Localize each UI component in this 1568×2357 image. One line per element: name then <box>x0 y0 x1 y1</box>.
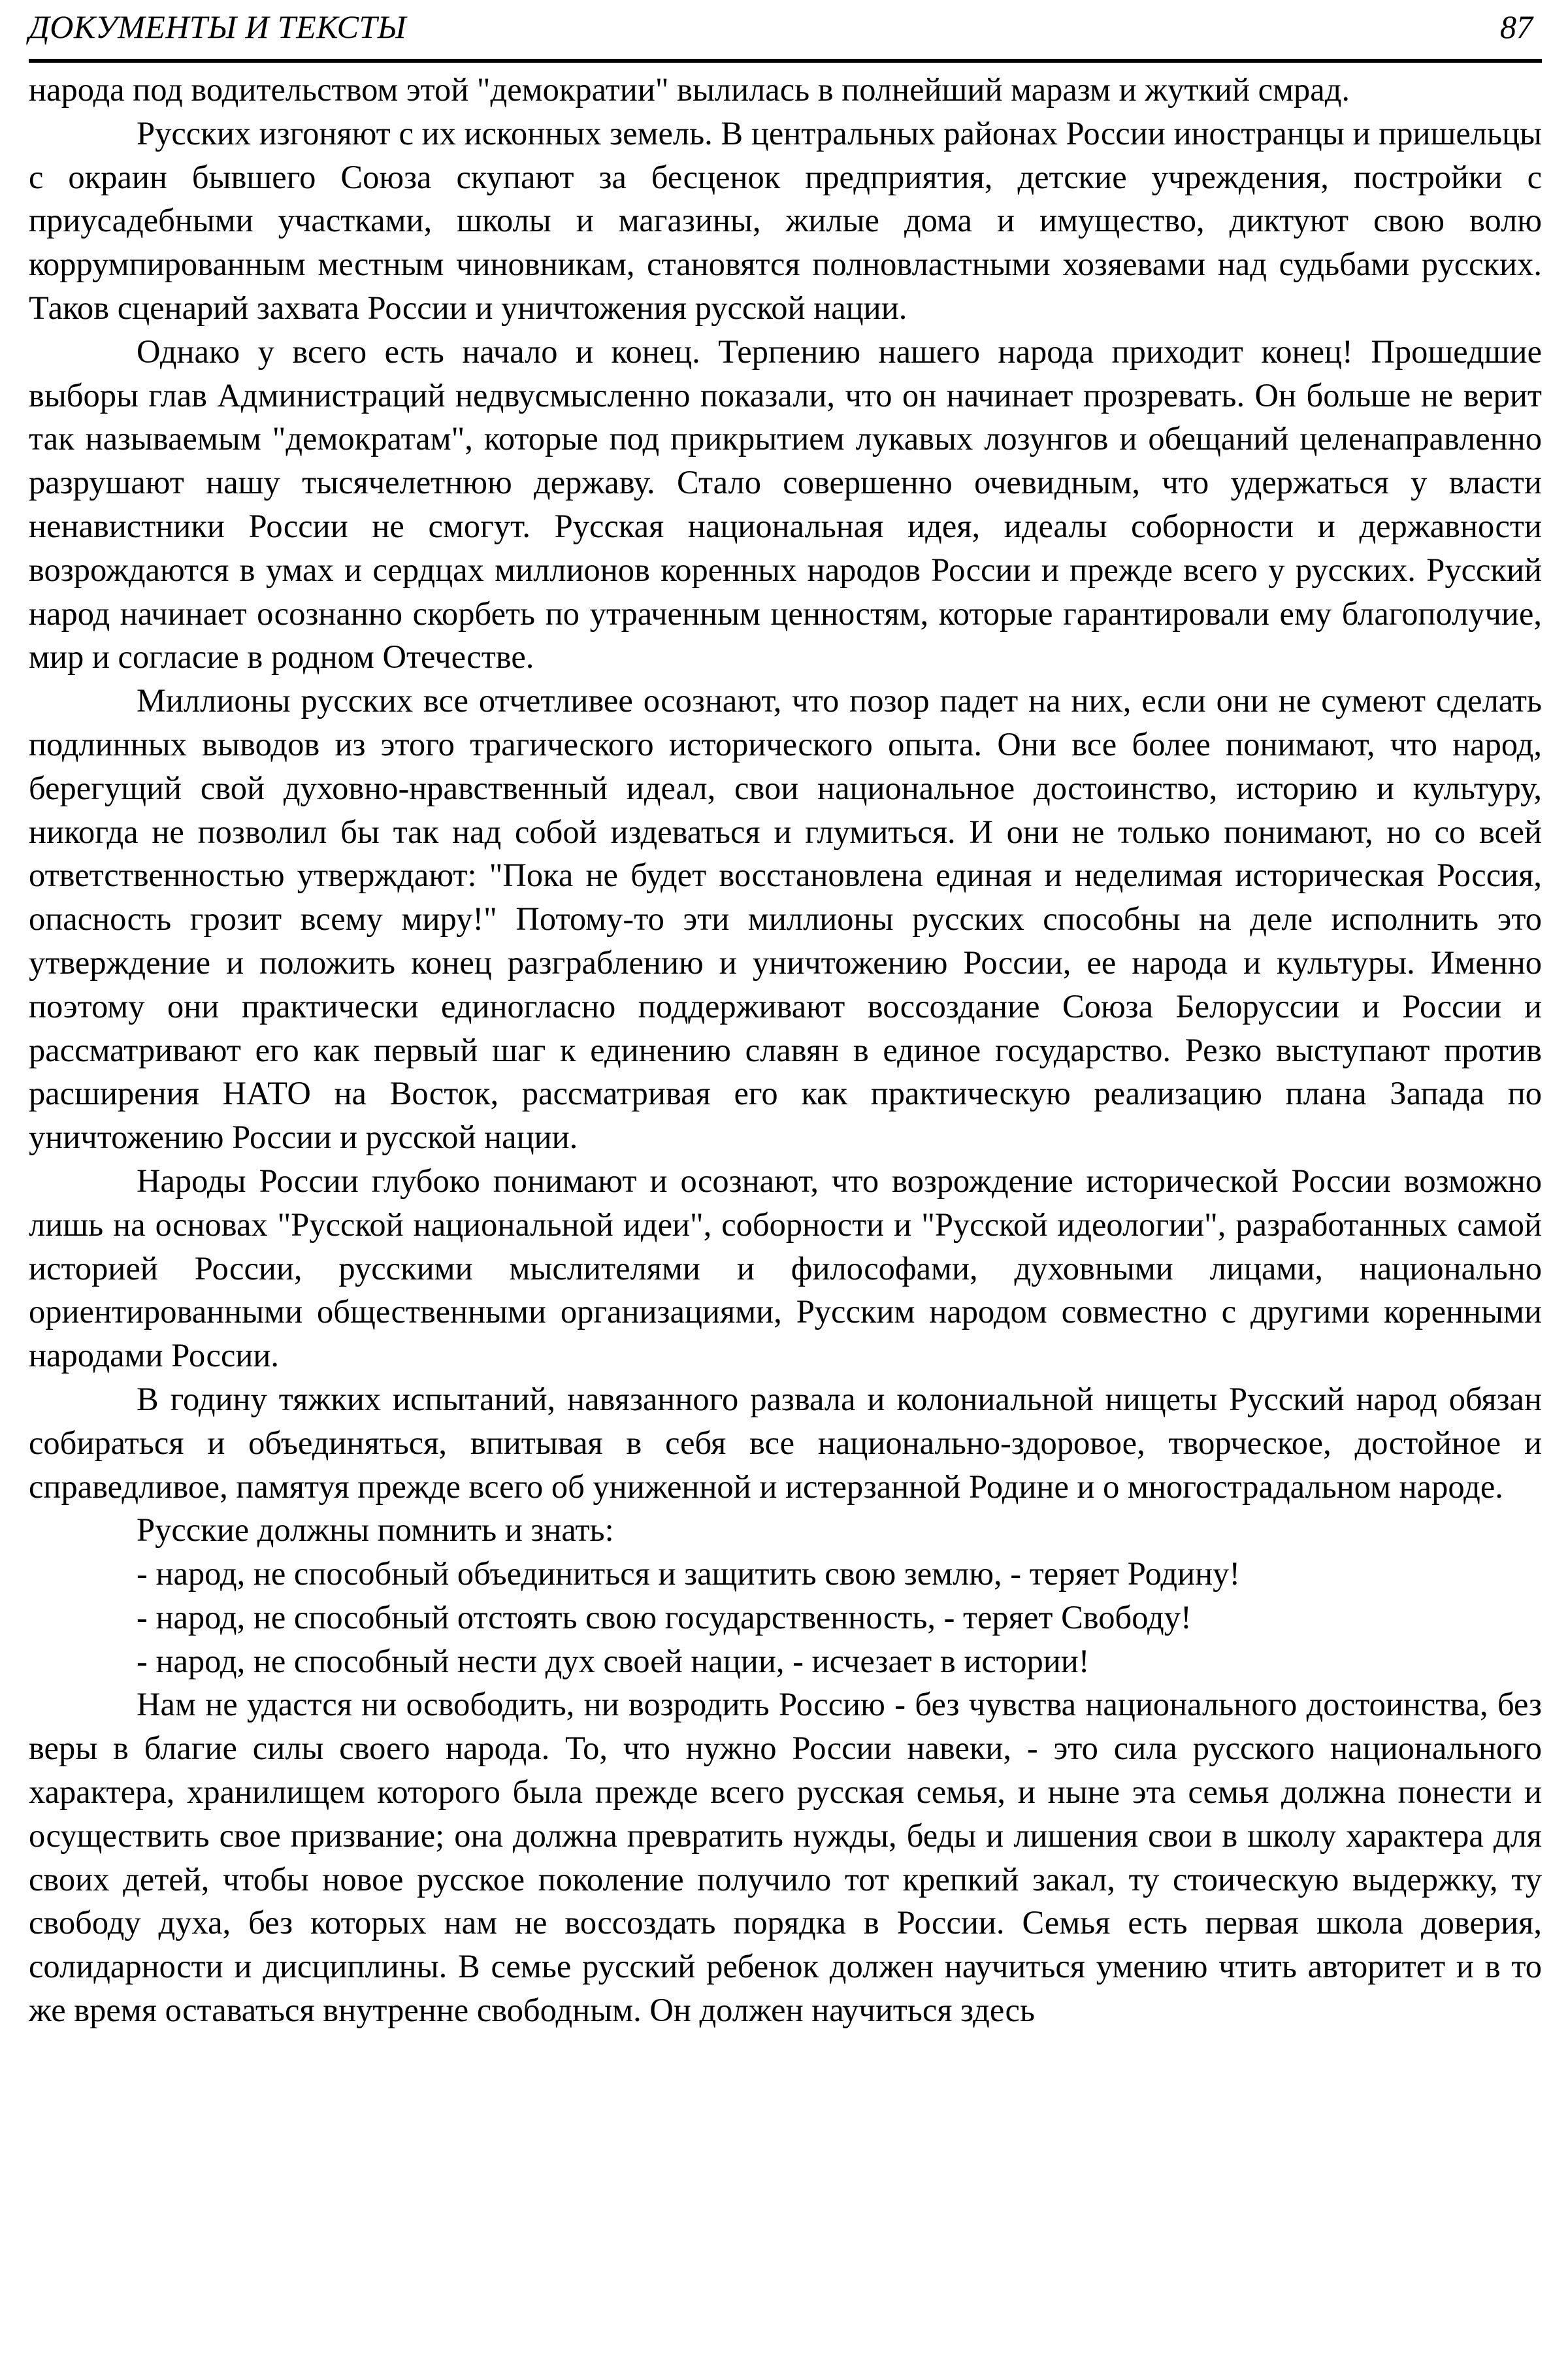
paragraph: Народы России глубоко понимают и осознают, что возрождение исторической России возможно лишь на основах "Русской национальной идеи", соборности и "Русской идеологии", разработанных самой историей России, русскими мыслителями и философами, духовными лицами, национально ориентированными общественными организациями, Русским народом совместно с другими коренными народами России. <box>29 1162 1542 1374</box>
body-text <box>29 68 1542 2032</box>
page-number: 87 <box>1500 8 1533 45</box>
list-item: - народ, не способный нести дух своей нации, - исчезает в истории! <box>137 1642 1090 1679</box>
paragraph: Миллионы русских все отчетливее осознают, что позор падет на них, если они не сумеют сделать подлинных выводов из этого трагического исторического опыта. Они все более понимают, что народ, берегущий свой духовно-нравственный идеал, свои национальное достоинство, историю и культуру, никогда не позволил бы так над собой издеваться и глумиться. И они не только понимают, но со всей ответственностью утверждают: "Пока не будет восстановлена единая и неделимая историческая Россия, опасность грозит всему миру!" Потому-то эти миллионы русских способны на деле исполнить это утверждение и положить конец разграблению и уничтожению России, ее народа и культуры. Именно поэтому они практически единогласно поддерживают воссоздание Союза Белоруссии и России и рассматривают его как первый шаг к единению славян в единое государство. Резко выступают против расширения НАТО на Восток, рассматривая его как практическую реализацию плана Запада по уничтожению России и русской нации. <box>29 682 1542 1156</box>
list-intro: Русские должны помнить и знать: <box>137 1511 614 1549</box>
list-item: - народ, не способный отстоять свою государственность, - теряет Свободу! <box>137 1598 1192 1636</box>
paragraph: Однако у всего есть начало и конец. Терпению нашего народа приходит конец! Прошедшие выборы глав Администраций недвусмысленно показали, что он начинает прозревать. Он больше не верит так называемым "демократам", которые под прикрытием лукавых лозунгов и обещаний целенаправленно разрушают нашу тысячелетнюю державу. Стало совершенно очевидным, что удержаться у власти ненавистники России не смогут. Русская национальная идея, идеалы соборности и державности возрождаются в умах и сердцах миллионов коренных народов России и прежде всего у русских. Русский народ начинает осознанно скорбеть по утраченным ценностям, которые гарантировали ему благополучие, мир и согласие в родном Отечестве. <box>29 333 1542 676</box>
paragraph: Нам не удастся ни освободить, ни возродить Россию - без чувства национального достоинства, без веры в благие силы своего народа. То, что нужно России навеки, - это сила русского национального характера, хранилищем которого была прежде всего русская семья, и ныне эта семья должна понести и осуществить свое призвание; она должна превратить нужды, беды и лишения свои в школу характера для своих детей, чтобы новое русское поколение получило тот крепкий закал, ту стоическую выдержку, ту свободу духа, без которых нам не воссоздать порядка в России. Семья есть первая школа доверия, солидарности и дисциплины. В семье русский ребенок должен научиться умению чтить авторитет и в то же время оставаться внутренне свободным. Он должен научиться здесь <box>29 1686 1542 2029</box>
paragraph-continuation: народа под водительством этой "демократии" вылилась в полнейший маразм и жуткий смрад. <box>29 71 1350 108</box>
running-header <box>29 4 1542 56</box>
document-page <box>29 0 1542 2357</box>
section-title: ДОКУМЕНТЫ И ТЕКСТЫ <box>29 8 406 45</box>
paragraph: В годину тяжких испытаний, навязанного развала и колониальной нищеты Русский народ обязан собираться и объединяться, впитывая в себя все национально-здоровое, творческое, достойное и справедливое, памятуя прежде всего об униженной и истерзанной Родине и о многострадальном народе. <box>29 1380 1542 1505</box>
list-item: - народ, не способный объединиться и защитить свою землю, - теряет Родину! <box>137 1555 1241 1592</box>
paragraph: Русских изгоняют с их исконных земель. В центральных районах России иностранцы и пришельцы с окраин бывшего Союза скупают за бесценок предприятия, детские учреждения, постройки с приусадебными участками, школы и магазины, жилые дома и имущество, диктуют свою волю коррумпированным местным чиновникам, становятся полновластными хозяевами над судьбами русских. Таков сценарий захвата России и уничтожения русской нации. <box>29 114 1542 326</box>
header-divider <box>29 59 1542 63</box>
